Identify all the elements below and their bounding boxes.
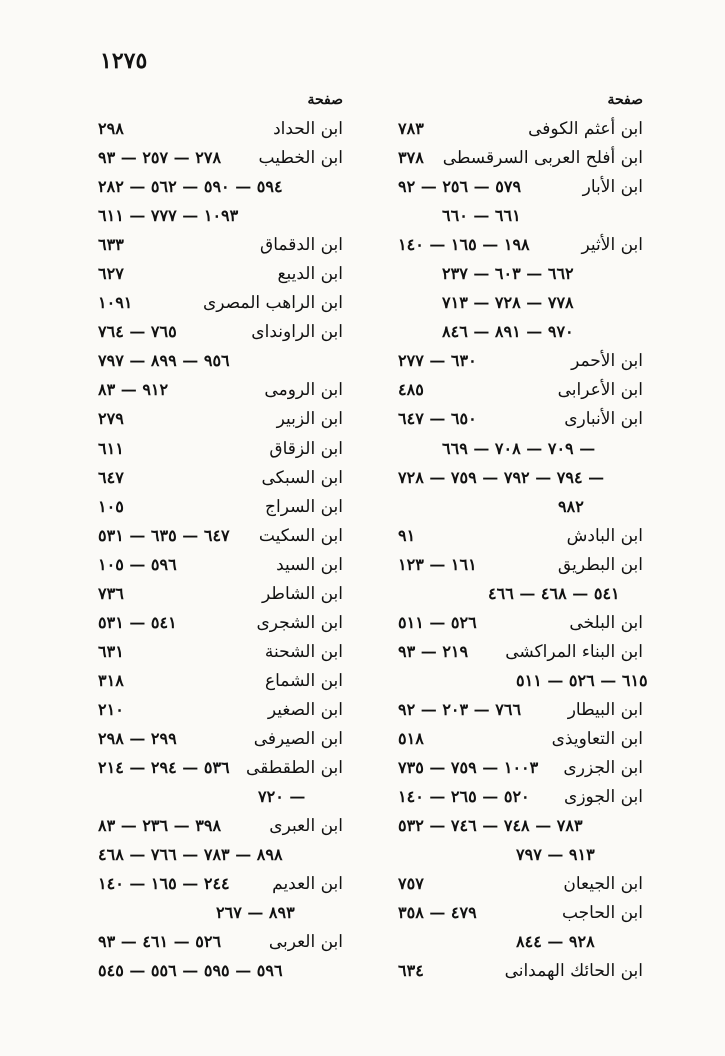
index-entry <box>98 317 343 346</box>
entry-pages: ٧٨٣ <box>398 119 424 138</box>
entry-name: ابن التعاويذى <box>551 728 643 749</box>
entry-pages: ٨٩٣ — ٢٦٧ <box>216 903 295 923</box>
entry-pages: ٦٣٠ — ٢٧٧ <box>398 351 477 371</box>
entry-name: ابن الشاطر <box>262 583 343 604</box>
entry-pages: ٦٦٢ — ٦٠٣ — ٢٣٧ <box>442 264 574 284</box>
entry-pages: ٦١٥ — ٥٢٦ — ٥١١ <box>516 670 648 690</box>
entry-pages: ١٦١ — ١٢٣ <box>398 554 477 574</box>
entry-pages: ٩٨٢ <box>558 496 584 516</box>
entry-pages: ٤٧٩ — ٣٥٨ <box>398 903 477 923</box>
entry-name: ابن السيد <box>276 554 343 575</box>
index-entry <box>98 608 343 637</box>
index-entry <box>398 637 643 666</box>
entry-name: ابن أفلح العربى السرقسطى <box>442 148 643 169</box>
entry-name: ابن الحداد <box>273 119 343 139</box>
index-entry <box>98 404 343 433</box>
index-entry <box>98 375 343 404</box>
index-entry <box>98 550 343 579</box>
entry-pages: ٩٥٦ — ٨٩٩ — ٧٩٧ <box>98 351 230 371</box>
index-entry-continuation <box>398 811 643 840</box>
index-entry <box>398 375 643 404</box>
entry-name: ابن الأحمر <box>571 351 643 372</box>
entry-pages: ٥٧٩ — ٢٥٦ — ٩٢ <box>398 177 522 197</box>
entry-name: ابن البادش <box>566 525 643 546</box>
entry-pages: ٢١٠ <box>98 699 124 719</box>
entry-pages: ٧٨٣ — ٧٤٨ — ٧٤٦ — ٥٣٢ <box>398 816 583 836</box>
entry-name: ابن البطريق <box>557 554 643 575</box>
entry-name: ابن الزبير <box>276 409 343 430</box>
index-entry <box>98 927 343 956</box>
index-entry <box>98 288 343 317</box>
index-entry <box>398 782 643 811</box>
index-entry <box>398 172 643 201</box>
index-entry <box>98 695 343 724</box>
entry-pages: ٩١٢ — ٨٣ <box>98 380 169 400</box>
index-entry-continuation <box>398 492 643 521</box>
entry-pages: ٧٩٤ — ٧٩٢ — ٧٥٩ — ٧٢٨ — <box>398 467 605 487</box>
entry-pages: ٣١٨ <box>98 670 124 690</box>
index-entry <box>398 869 643 898</box>
index-entry-continuation <box>98 346 343 375</box>
entry-pages: ٦٥٠ — ٦٤٧ <box>398 409 477 429</box>
index-entry <box>398 114 643 143</box>
entry-pages: ٦٣٤ <box>398 961 424 981</box>
index-entry <box>98 579 343 608</box>
entry-name: ابن السكيت <box>258 525 343 546</box>
entry-name: ابن العديم <box>272 874 343 895</box>
index-entry-continuation <box>398 579 643 608</box>
index-entry-continuation <box>398 434 643 463</box>
index-entry-continuation <box>398 666 648 695</box>
entry-pages: ٦٣٣ <box>98 235 124 255</box>
entry-pages: ٩٢٨ — ٨٤٤ <box>516 932 595 952</box>
index-entry <box>98 230 343 259</box>
entry-pages: ٤٨٥ <box>398 380 424 400</box>
index-entries <box>98 114 343 985</box>
entry-name: ابن الصيرفى <box>253 728 343 749</box>
entry-pages: ٧٦٥ — ٧٦٤ <box>98 322 177 342</box>
index-entries <box>398 114 648 985</box>
index-entry <box>98 869 343 898</box>
entry-name: ابن الأثير <box>581 235 643 256</box>
entry-pages: ٢٩٩ — ٢٩٨ <box>98 728 177 748</box>
index-entry-continuation <box>98 172 343 201</box>
entry-pages: ٥٢٦ — ٥١١ <box>398 612 477 632</box>
entry-name: ابن البلخى <box>569 612 643 633</box>
index-entry <box>98 637 343 666</box>
entry-name: ابن الأبار <box>582 177 643 198</box>
index-entry <box>98 666 343 695</box>
index-entry <box>98 753 343 782</box>
entry-name: ابن الديبع <box>277 264 343 285</box>
index-entry <box>98 259 343 288</box>
entry-name: ابن الرومى <box>264 380 343 401</box>
entry-pages: ١٩٨ — ١٦٥ — ١٤٠ <box>398 235 530 255</box>
entry-pages: ١٠٩٣ — ٧٧٧ — ٦١١ <box>98 206 239 226</box>
index-entry-continuation <box>98 782 343 811</box>
entry-pages: ٥٩٤ — ٥٩٠ — ٥٦٢ — ٢٨٢ <box>98 177 283 197</box>
entry-name: ابن السبكى <box>261 467 343 488</box>
entry-name: ابن الجيعان <box>563 874 643 895</box>
entry-name: ابن أعثم الكوفى <box>528 119 643 139</box>
index-entry-continuation <box>98 840 343 869</box>
entry-pages: ٥٤١ — ٥٣١ <box>98 612 177 632</box>
entry-pages: ٩٧٠ — ٨٩١ — ٨٤٦ <box>442 322 574 342</box>
entry-pages: ٧٧٨ — ٧٢٨ — ٧١٣ <box>442 293 574 313</box>
entry-pages: ٢٩٨ <box>98 119 124 138</box>
column-header-page: صفحة <box>607 92 643 108</box>
index-entry-continuation <box>398 317 643 346</box>
index-entry <box>398 143 643 172</box>
entry-pages: ٦١١ <box>98 438 124 458</box>
index-entry <box>398 521 643 550</box>
entry-pages: ٥٩٦ — ١٠٥ <box>98 554 177 574</box>
entry-pages: ٣٩٨ — ٢٣٦ — ٨٣ <box>98 816 222 836</box>
entry-pages: ١٠٠٣ — ٧٥٩ — ٧٣٥ <box>398 758 539 778</box>
entry-pages: ٥٢٦ — ٤٦١ — ٩٣ <box>98 932 222 952</box>
entry-pages: ٦٦١ — ٦٦٠ <box>442 206 521 226</box>
entry-pages: ٣٧٨ <box>398 148 424 168</box>
index-entry <box>398 695 643 724</box>
index-entry-continuation <box>398 288 643 317</box>
index-entry <box>98 521 343 550</box>
index-entry-continuation <box>98 201 343 230</box>
entry-name: ابن السراج <box>265 496 343 517</box>
entry-name: ابن الزقاق <box>269 438 343 459</box>
entry-name: ابن العربى <box>268 932 343 953</box>
entry-pages: ٢١٩ — ٩٣ <box>398 641 469 661</box>
entry-pages: ٥٢٠ — ٢٦٥ — ١٤٠ <box>398 787 530 807</box>
index-entry-continuation <box>398 927 643 956</box>
index-entry-continuation <box>398 463 643 492</box>
entry-pages: ١٠٩١ <box>98 293 133 313</box>
index-entry <box>98 811 343 840</box>
index-entry-continuation <box>398 201 643 230</box>
index-entry <box>398 608 643 637</box>
index-entry <box>398 346 643 375</box>
entry-name: ابن الشماع <box>264 670 343 691</box>
entry-name: ابن البناء المراكشى <box>505 641 643 662</box>
entry-pages: ٧٠٩ — ٧٠٨ — ٦٦٩ — <box>442 438 596 458</box>
index-entry <box>398 753 643 782</box>
index-entry <box>398 550 643 579</box>
entry-name: ابن الخطيب <box>258 148 343 169</box>
entry-pages: ٧٢٠ — <box>258 787 306 807</box>
entry-pages: ٥٣٦ — ٢٩٤ — ٢١٤ <box>98 758 230 778</box>
entry-pages: ٩١ <box>398 525 416 545</box>
index-entry <box>398 230 643 259</box>
entry-pages: ٢٤٤ — ١٦٥ — ١٤٠ <box>98 874 230 894</box>
index-entry <box>98 114 343 143</box>
entry-name: ابن الراونداى <box>251 322 343 343</box>
entry-pages: ٧٣٦ <box>98 583 124 603</box>
index-entry <box>98 434 343 463</box>
index-entry <box>98 724 343 753</box>
entry-name: ابن الصغير <box>267 699 343 720</box>
entry-pages: ٥١٨ <box>398 728 424 748</box>
index-entry-continuation <box>98 898 343 927</box>
index-entry <box>398 404 643 433</box>
entry-pages: ٢٧٩ <box>98 409 124 429</box>
entry-pages: ٩١٣ — ٧٩٧ <box>516 845 595 865</box>
entry-name: ابن الأعرابى <box>557 380 643 401</box>
entry-pages: ٧٦٦ — ٢٠٣ — ٩٢ <box>398 699 522 719</box>
entry-pages: ٦٤٧ — ٦٣٥ — ٥٣١ <box>98 525 230 545</box>
entry-pages: ٦٤٧ <box>98 467 124 487</box>
entry-name: ابن الشجرى <box>256 612 343 633</box>
entry-name: ابن الحائك الهمدانى <box>504 961 643 982</box>
index-entry <box>98 143 343 172</box>
entry-pages: ١٠٥ <box>98 496 124 516</box>
index-entry <box>398 724 643 753</box>
entry-pages: ٨٩٨ — ٧٨٣ — ٧٦٦ — ٤٦٨ <box>98 845 283 865</box>
index-entry <box>98 463 343 492</box>
entry-name: ابن البيطار <box>567 699 643 720</box>
index-entry-continuation <box>398 840 643 869</box>
entry-pages: ٥٩٦ — ٥٩٥ — ٥٥٦ — ٥٤٥ <box>98 961 283 981</box>
entry-name: ابن الراهب المصرى <box>202 293 343 314</box>
entry-name: ابن الجزرى <box>563 758 643 779</box>
entry-name: ابن الجوزى <box>564 787 643 808</box>
index-column-left <box>98 92 343 985</box>
index-entry-continuation <box>98 956 343 985</box>
entry-name: ابن الطقطقى <box>246 758 343 779</box>
index-entry <box>398 956 643 985</box>
entry-pages: ٢٧٨ — ٢٥٧ — ٩٣ <box>98 148 222 168</box>
column-header-page: صفحة <box>307 92 343 108</box>
entry-pages: ٦٢٧ <box>98 264 124 284</box>
index-entry-continuation <box>398 259 643 288</box>
entry-pages: ٦٣١ <box>98 641 124 661</box>
entry-name: ابن الحاجب <box>561 903 643 924</box>
entry-name: ابن الدقماق <box>260 235 343 256</box>
index-entry <box>398 898 643 927</box>
entry-pages: ٧٥٧ <box>398 874 424 894</box>
entry-name: ابن الأنبارى <box>564 409 643 430</box>
page-number: ١٢٧٥ <box>100 48 148 74</box>
index-column-right <box>398 92 648 985</box>
index-entry <box>98 492 343 521</box>
entry-name: ابن الشحنة <box>264 641 343 662</box>
entry-name: ابن العبرى <box>269 816 343 837</box>
entry-pages: ٥٤١ — ٤٦٨ — ٤٦٦ <box>488 583 620 603</box>
